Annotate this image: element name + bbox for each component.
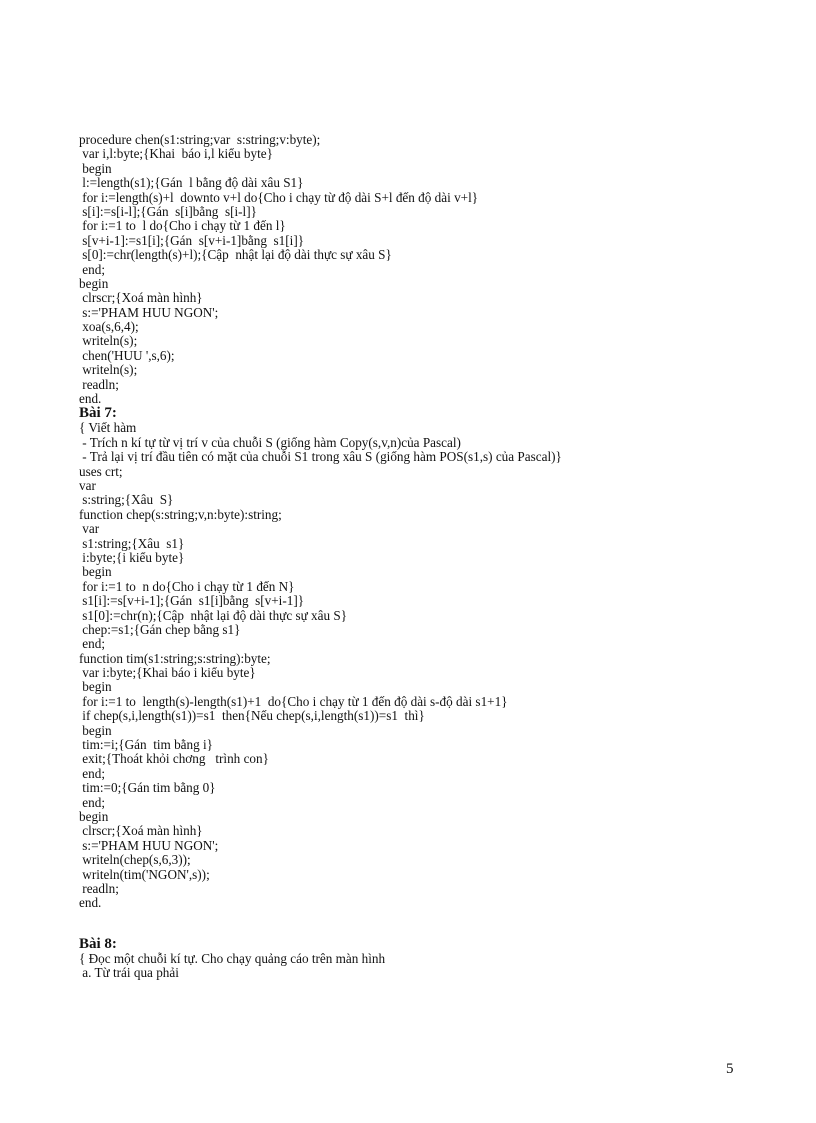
text-line: begin [79, 276, 109, 291]
text-line: end; [79, 637, 106, 652]
text-line: tim:=0;{Gán tim bằng 0} [79, 781, 216, 796]
text-line: writeln(chep(s,6,3)); [79, 853, 191, 868]
text-line: s[i]:=s[i-l];{Gán s[i]bằng s[i-l]} [79, 204, 257, 219]
text-line: s[0]:=chr(length(s)+l);{Cập nhật lại độ dài thực sự xâu S} [79, 248, 392, 263]
text-line: s[v+i-1]:=s1[i];{Gán s[v+i-1]bằng s1[i]} [79, 233, 305, 248]
text-line: procedure chen(s1:string;var s:string;v:byte); [79, 133, 321, 147]
text-line: begin [79, 809, 109, 824]
page-number: 5 [726, 1061, 734, 1077]
text-line: for i:=1 to l do{Cho i chạy từ 1 đến l} [79, 219, 286, 234]
text-line: end; [79, 262, 106, 277]
text-block-bai-8 [79, 952, 739, 981]
text-line: begin [79, 161, 112, 176]
text-line: begin [79, 680, 112, 695]
text-line: readln; [79, 377, 119, 392]
text-line: var [79, 522, 100, 537]
heading-bai-8: Bài 8: [79, 935, 117, 952]
heading-bai-7: Bài 7: [79, 405, 117, 422]
text-line: - Trích n kí tự từ vị trí v của chuỗi S (giống hàm Copy(s,v,n)của Pascal) [79, 435, 461, 450]
page-content [79, 133, 739, 980]
text-line: begin [79, 565, 112, 580]
text-line: var i:byte;{Khai báo i kiểu byte} [79, 666, 256, 681]
text-line: s:='PHAM HUU NGON'; [79, 838, 219, 853]
text-line: var [79, 478, 96, 493]
text-line: s1:string;{Xâu s1} [79, 536, 185, 551]
text-line: end; [79, 766, 106, 781]
text-line: tim:=i;{Gán tim bằng i} [79, 738, 214, 753]
text-line: end. [79, 392, 102, 407]
text-line: l:=length(s1);{Gán l bằng độ dài xâu S1} [79, 176, 304, 191]
text-line: for i:=1 to length(s)-length(s1)+1 do{Cho i chạy từ 1 đến độ dài s-độ dài s1+1} [79, 694, 508, 709]
text-line: function tim(s1:string;s:string):byte; [79, 651, 271, 666]
text-line: clrscr;{Xoá màn hình} [79, 824, 203, 839]
text-line: xoa(s,6,4); [79, 320, 139, 335]
text-line: { Đọc một chuỗi kí tự. Cho chạy quảng cáo trên màn hình [79, 951, 386, 966]
text-line: s1[i]:=s[v+i-1];{Gán s1[i]bằng s[v+i-1]} [79, 594, 305, 609]
text-line: i:byte;{i kiểu byte} [79, 550, 185, 565]
code-block-chen [79, 133, 739, 406]
text-line: { Viết hàm [79, 421, 137, 436]
text-line: writeln(tim('NGON',s)); [79, 867, 210, 882]
text-line: writeln(s); [79, 363, 138, 378]
text-line: exit;{Thoát khỏi chơng trình con} [79, 752, 269, 767]
text-line: readln; [79, 881, 119, 896]
text-line: s:='PHAM HUU NGON'; [79, 305, 219, 320]
text-line: var i,l:byte;{Khai báo i,l kiểu byte} [79, 147, 273, 162]
text-line: begin [79, 723, 112, 738]
blank-space [79, 911, 739, 937]
text-line: writeln(s); [79, 334, 138, 349]
text-line: for i:=length(s)+l downto v+l do{Cho i chạy từ độ dài S+l đến độ dài v+l} [79, 190, 479, 205]
code-block-bai-7 [79, 421, 739, 910]
text-line: s:string;{Xâu S} [79, 493, 174, 508]
text-line: uses crt; [79, 464, 123, 479]
text-line: clrscr;{Xoá màn hình} [79, 291, 203, 306]
text-line: end. [79, 896, 102, 911]
text-line: a. Từ trái qua phải [79, 966, 179, 981]
text-line: end; [79, 795, 106, 810]
text-line: function chep(s:string;v,n:byte):string; [79, 507, 282, 522]
text-line: if chep(s,i,length(s1))=s1 then{Nếu chep(s,i,length(s1))=s1 thì} [79, 709, 425, 724]
text-line: - Trả lại vị trí đầu tiên có mặt của chuỗi S1 trong xâu S (giống hàm POS(s1,s) của Pascal)} [79, 450, 562, 465]
text-line: chen('HUU ',s,6); [79, 348, 175, 363]
text-line: for i:=1 to n do{Cho i chạy từ 1 đến N} [79, 579, 295, 594]
text-line: chep:=s1;{Gán chep bằng s1} [79, 622, 241, 637]
text-line: s1[0]:=chr(n);{Cập nhật lại độ dài thực sự xâu S} [79, 608, 348, 623]
